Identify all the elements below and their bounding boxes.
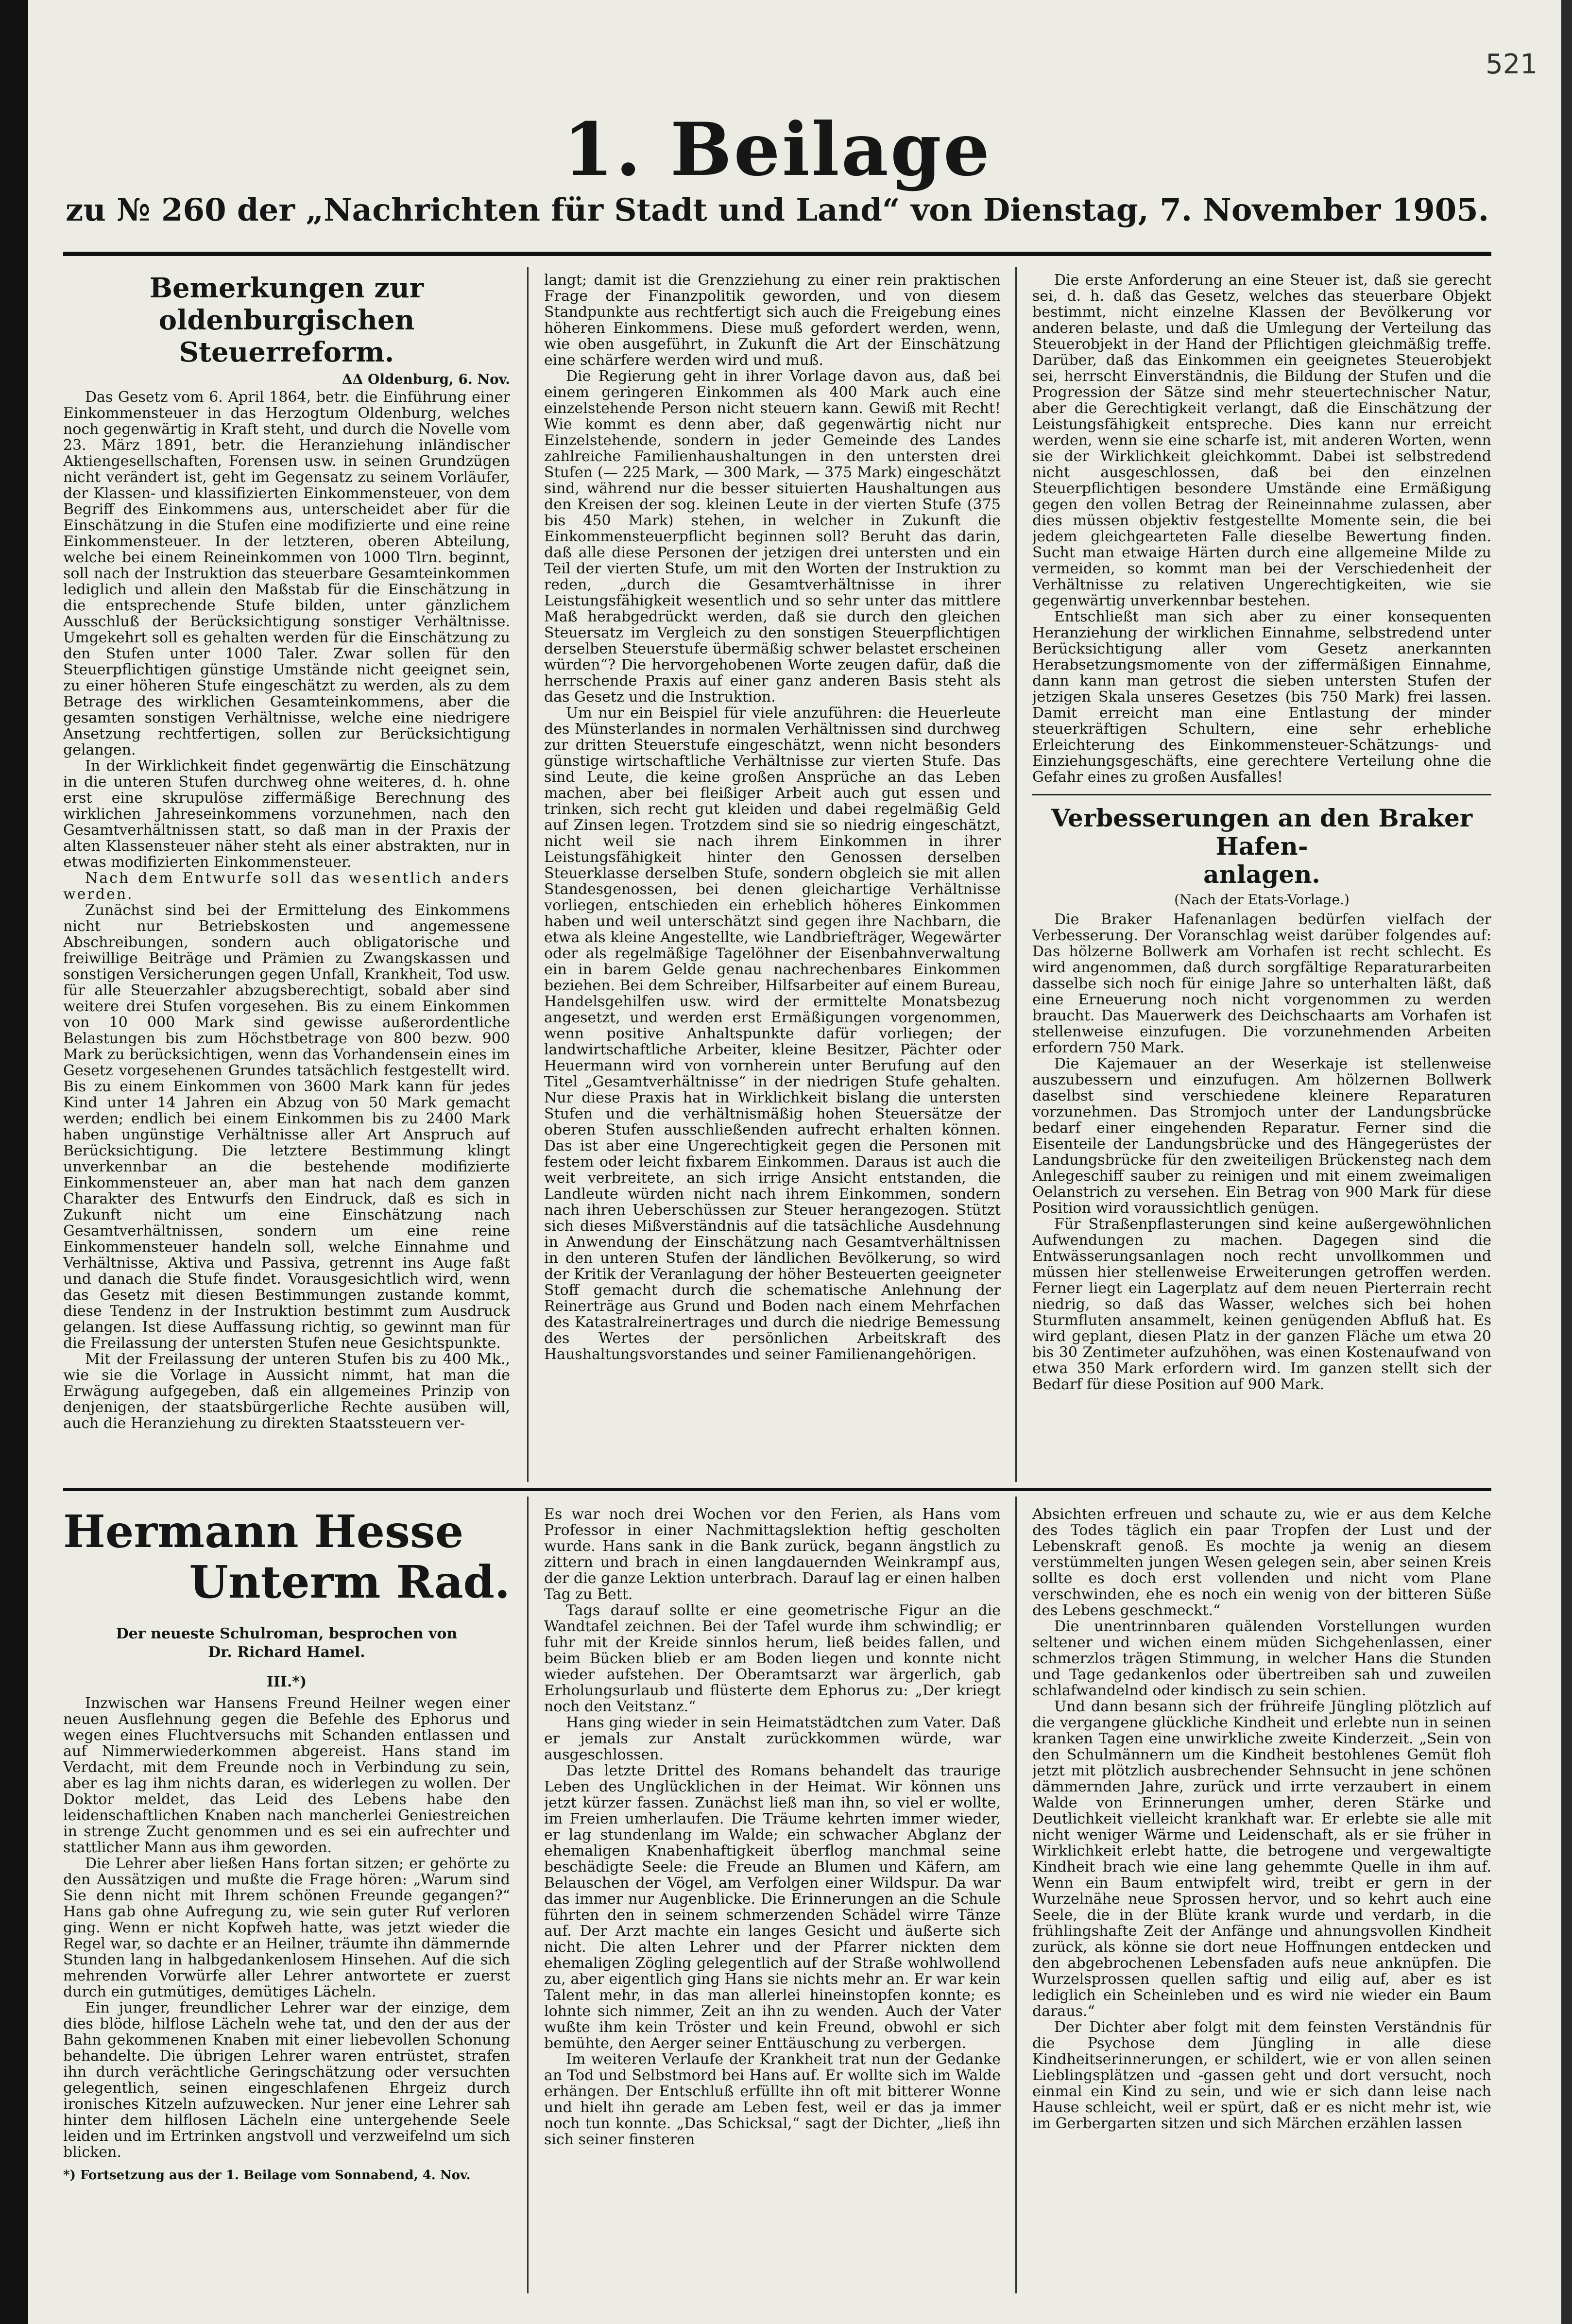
column-divider [527,1497,529,2293]
article3-footnote: *) Fortsetzung aus der 1. Beilage vom Sonnabend, 4. Nov. [63,2168,471,2183]
article3-paragraph: Es war noch drei Wochen vor den Ferien, als Hans vom Professor in einer Nachmittagslektion heftig gescholten wurde. Hans sank in die Bank zurück, begann ängstlich zu zittern und brach in einen langdauernden Weinkrampf aus, der die ganze Lektion unterbrach. Darauf lag er einen halben Tag zu Bett. [544,1506,1001,1603]
article1-paragraph: langt; damit ist die Grenzziehung zu einer rein praktischen Frage der Finanzpolitik geworden, und von diesem Standpunkte aus rechtfertigt sich auch die Freigebung eines höheren Einkommens. Diese muß gefordert werden, wenn, wie oben ausgeführt, in Zukunft die Art der Einschätzung eine schärfere werden wird und muß. [544,272,1001,369]
article2-paragraph: Die Braker Hafenanlagen bedürfen vielfach der Verbesserung. Der Voranschlag weist darüber folgendes auf: Das hölzerne Bollwerk am Vorhafen ist recht schlecht. Es wird angenommen, daß durch sorgfältige Reparaturarbeiten dasselbe sich noch für einige Jahre so unterhalten läßt, daß eine Erneuerung noch nicht vorgenommen zu werden braucht. Das Mauerwerk des Deichschaarts am Vorhafen ist stellenweise einzufugen. Die vorzunehmenden Arbeiten erfordern 750 Mark. [1032,911,1491,1056]
article1-paragraph: Zunächst sind bei der Ermittelung des Einkommens nicht nur Betriebskosten und angemessene Abschreibungen, sondern auch obligatorische und freiwillige Beiträge und Prämien zu Zwangskassen und sonstigen Versicherungen gegen Unfall, Krankheit, Tod usw. für alle Steuerzahler abzugsberechtigt, sobald aber sind weitere drei Stufen vorgesehen. Bis zu einem Einkommen von 10 000 Mark sind gewisse außerordentliche Belastungen bis zum Höchstbetrage von 800 bezw. 900 Mark zu berücksichtigen, wenn das Vorhandensein eines im Gesetz vorgesehenen Grundes tatsächlich festgestellt wird. Bis zu einem Einkommen von 3600 Mark kann für jedes Kind unter 14 Jahren ein Abzug von 50 Mark gemacht werden; endlich bei einem Einkommen bis zu 2400 Mark haben ungünstige Verhältnisse aller Art Anspruch auf Berücksichtigung. Die letztere Bestimmung klingt unverkennbar an die bestehende modifizierte Einkommensteuer an, aber man hat nach dem ganzen Charakter des Entwurfs den Eindruck, daß es sich in Zukunft nicht um eine Einschätzung nach Gesamtverhältnissen, sondern um eine reine Einkommensteuer handeln soll, welche Einnahme und Verhältnisse, Aktiva und Passiva, getrennt ins Auge faßt und danach die Stufe findet. Vorausgesichtlich wird, wenn das Gesetz mit diesen Bestimmungen zustande kommt, diese Tendenz in der Instruktion bestimmt zum Ausdruck gelangen. Ist diese Auffassung richtig, so gewinnt man für die Freilassung der untersten Stufen neue Gesichtspunkte. [63,902,510,1352]
article3-paragraph: Im weiteren Verlaufe der Krankheit trat nun der Gedanke an Tod und Selbstmord bei Hans auf. Er wollte sich im Walde erhängen. Der Entschluß erfüllte ihn oft mit bitterer Wonne und hielt ihn gerade am Leben fest, weil er das ja immer noch tun konnte. „Das Schicksal,“ sagt der Dichter, „ließ ihn sich seiner finsteren [544,2051,1001,2148]
article3-paragraph: Inzwischen war Hansens Freund Heilner wegen einer neuen Ausflehnung gegen die Befehle des Ephorus und wegen eines Fluchtversuchs mit Schanden entlassen und auf Nimmerwiederkommen abgereist. Hans stand im Verdacht, mit dem Freunde noch in Verbindung zu sein, aber es lag ihm nichts daran, es widerlegen zu wollen. Der Doktor meldet, das Leid des Lebens habe den leidenschaftlichen Knaben nach mancherlei Geniestreichen in strenge Zucht genommen und es sei ein aufrechter und stattlicher Mann aus ihm geworden. [63,1695,510,1856]
article1-paragraph: Die erste Anforderung an eine Steuer ist, daß sie gerecht sei, d. h. daß das Gesetz, welches das steuerbare Objekt bestimmt, nicht einzelne Klassen der Bevölkerung vor anderen belaste, und daß die Umlegung der Verteilung das Steuerobjekt in der Hand der Pflichtigen gleichmäßig treffe. Darüber, daß das Einkommen ein geeignetes Steuerobjekt sei, herrscht Einverständnis, die Bildung der Stufen und die Progression der Sätze sind mehr steuertechnischer Natur, aber die Gerechtigkeit verlangt, daß die Einschätzung der Leistungsfähigkeit entspreche. Dies kann nur erreicht werden, wenn sie eine scharfe ist, mit anderen Worten, wenn sie der Wirklichkeit gleichkommt. Dabei ist selbstredend nicht ausgeschlossen, daß bei den einzelnen Steuerpflichtigen besondere Umstände eine Ermäßigung gegen den vollen Betrag der Reineinnahme zulassen, aber dies müssen objektiv festgestellte Momente sein, die bei jedem gleichgearteten Falle dieselbe Bewertung finden. Sucht man etwaige Härten durch eine allgemeine Milde zu vermeiden, so kommt man bei der Verschiedenheit der Verhältnisse zu relativen Ungerechtigkeiten, wie sie gegenwärtig unverkennbar bestehen. [1032,272,1491,609]
article3-paragraph: Das letzte Drittel des Romans behandelt das traurige Leben des Unglücklichen in der Heimat. Wir können uns jetzt kürzer fassen. Zunächst ließ man ihn, so viel er wollte, im Freien umherlaufen. Die Träume kehrten immer wieder, er lag stundenlang im Walde; ein schwacher Abglanz der ehemaligen Knabenhaftigkeit überflog manchmal seine beschädigte Seele: die Freude an Blumen und Käfern, am Belauschen der Vögel, am Verfolgen einer Wildspur. Da war das immer nur Augenblicke. Die Erinnerungen an die Schule führten den in seinem schmerzenden Schädel wirre Tänze auf. Der Arzt machte ein langes Gesicht und äußerte sich nicht. Die alten Lehrer und der Pfarrer nickten dem ehemaligen Zögling gelegentlich auf der Straße wohlwollend zu, aber eigentlich ging Hans sie nichts mehr an. Er war kein Talent mehr, in das man allerlei hineinstopfen konnte; es lohnte sich nimmer, Zeit an ihn zu wenden. Auch der Vater wußte ihm kein Tröster und kein Freund, obwohl er sich bemühte, den Aerger seiner Enttäuschung zu verbergen. [544,1762,1001,2052]
article2-paragraph: Für Straßenpflasterungen sind keine außergewöhnlichen Aufwendungen zu machen. Dagegen sind die Entwässerungsanlagen noch recht unvollkommen und müssen hier stellenweise Erweiterungen getroffen werden. Ferner liegt ein Lagerplatz auf dem neuen Pierterrain recht niedrig, so daß das Wasser, welches sich bei hohen Sturmfluten ansammelt, keinen genügenden Abfluß hat. Es wird geplant, diesen Platz in der ganzen Fläche um etwa 20 bis 30 Zentimeter aufzuhöhen, was einen Kostenaufwand von etwa 350 Mark erfordern wird. Im ganzen stellt sich der Bedarf für diese Position auf 900 Mark. [1032,1216,1491,1393]
article1-dateline: ΔΔ Oldenburg, 6. Nov. [342,371,510,387]
article1-paragraph: Um nur ein Beispiel für viele anzuführen: die Heuerleute des Münsterlandes in normalen Verhältnissen sind durchweg zur dritten Steuerstufe eingeschätzt, wenn nicht besonders günstige wirtschaftliche Verhältnisse zur vierten Stufe. Das sind Leute, die keine großen Ansprüche an das Leben machen, aber bei fleißiger Arbeit auch gut essen und trinken, sich recht gut kleiden und dabei regelmäßig Geld auf Zinsen legen. Trotzdem sind sie so niedrig eingeschätzt, nicht weil sie nach ihrem Einkommen in ihrer Leistungsfähigkeit hinter den Genossen derselben Steuerklasse derselben Stufe, sondern obgleich sie mit allen Standesgenossen, bei denen gleichartige Verhältnisse vorliegen, entschieden ein erheblich höheres Einkommen haben und weil unterschätzt sind gegen ihre Nachbarn, die etwa als kleine Angestellte, wie Landbriefträger, Wegewärter oder als regelmäßige Tagelöhner der Eisenbahnverwaltung ein in barem Gelde genau nachrechenbares Einkommen beziehen. Bei dem Schreiber, Hilfsarbeiter auf einem Bureau, Handelsgehilfen usw. wird der ermittelte Monatsbezug angesetzt, und werden erst Ermäßigungen vorgenommen, wenn positive Anhaltspunkte dafür vorliegen; der landwirtschaftliche Arbeiter, kleine Besitzer, Pächter oder Heuermann wird von vornherein unter Berufung auf den Titel „Gesamtverhältnisse“ in der niedrigen Stufe gehalten. Nur diese Praxis hat in Wirklichkeit bislang die untersten Stufen und die verhältnismäßig hohen Steuersätze der oberen Stufen ausschließenden aufrecht erhalten können. Das ist aber eine Ungerechtigkeit gegen die Personen mit festem oder leicht fixbarem Einkommen. Daraus ist auch die weit verbreitete, an sich irrige Ansicht entstanden, die Landleute würden nicht nach ihrem Einkommen, sondern nach ihren Ueberschüssen zur Steuer herangezogen. Stützt sich dieses Mißverständnis auf die tatsächliche Ausdehnung in Anwendung der Einschätzung nach Gesamtverhältnissen in den unteren Stufen der ländlichen Bevölkerung, so wird der Kritik der Veranlagung der höher Besteuerten geeigneter Stoff gemacht durch die schematische Anlehnung der Reinerträge aus Grund und Boden nach einem Mehrfachen des Katastralreinertrages und durch die niedrige Bemessung des Wertes der persönlichen Arbeitskraft des Haushaltungsvorstandes und seiner Familienangehörigen. [544,705,1001,1363]
section-rule [63,1488,1491,1491]
article2-title-line1: Verbesserungen an den Braker Hafen- [1051,804,1473,861]
article1-title [63,272,510,368]
scan-edge-right [1561,0,1572,2324]
article3-section-number: III.*) [266,1673,307,1690]
header-rule [63,252,1491,256]
article3-paragraph: Und dann besann sich der frühreife Jüngling plötzlich auf die vergangene glückliche Kindheit und erlebte nun in seinen kranken Tagen eine unwirkliche zweite Kinderzeit. „Sein von den Schulmännern um die Kindheit bestohlenes Gemüt floh jetzt mit plötzlich ausbrechender Sehnsucht in jene schönen dämmernden Jahre, zurück und irrte verzaubert in einem Walde von Erinnerungen umher, deren Stärke und Deutlichkeit vielleicht krankhaft war. Er erlebte sie alle mit nicht weniger Wärme und Leidenschaft, als er sie früher in Wirklichkeit erlebt hatte, die betrogene und vergewaltigte Kindheit brach wie eine lang gehemmte Quelle in ihm auf. Wenn ein Baum entwipfelt wird, treibt er gern in der Wurzelnähe neue Sprossen hervor, und so kehrt auch eine Seele, die in der Blüte krank wurde und verdarb, in die frühlingshafte Zeit der Anfänge und ahnungsvollen Kindheit zurück, als könne sie dort neue Hoffnungen entdecken und den abgebrochenen Lebensfaden aufs neue anknüpfen. Die Wurzelsprossen quellen saftig und eilig auf, aber es ist lediglich ein Scheinleben und es wird nie wieder ein Baum daraus.“ [1032,1698,1491,2020]
article3-paragraph: Tags darauf sollte er eine geometrische Figur an die Wandtafel zeichnen. Bei der Tafel wurde ihm schwindlig; er fuhr mit der Kreide sinnlos herum, ließ beides fallen, und beim Bücken blieb er am Boden liegen und konnte nicht wieder aufstehen. Der Oberamtsarzt war ärgerlich, gab Erholungsurlaub und flüsterte dem Ephorus zu: „Der kriegt noch den Veitstanz.“ [544,1602,1001,1715]
article1-paragraph: Nach dem Entwurfe soll das wesentlich anders werden. [63,870,510,903]
article1-paragraph: In der Wirklichkeit findet gegenwärtig die Einschätzung in die unteren Stufen durchweg ohne weiteres, d. h. ohne erst eine skrupulöse ziffermäßige Berechnung des wirklichen Jahreseinkommens vorzunehmen, nach den Gesamtverhältnissen statt, so daß man in der Praxis der alten Klassensteuer näher steht als einer abstrakten, nur in etwas modifizierten Einkommensteuer. [63,757,510,871]
article2-title [1032,804,1491,889]
article1-column-1 [63,272,510,1477]
article3-paragraph: Der Dichter aber folgt mit dem feinsten Verständnis für die Psychose dem Jüngling in alle diese Kindheitserinnerungen, er schildert, wie er von allen seinen Lieblingsplätzen und -gassen geht und dort versucht, noch einmal ein Kind zu sein, und wie er sich dann leise nach Hause schleicht, weil er spürt, daß er es nicht mehr ist, wie im Gerbergarten sitzen und sich Märchen erzählen lassen [1032,2019,1491,2132]
article3-paragraph: Absichten erfreuen und schaute zu, wie er aus dem Kelche des Todes täglich ein paar Tropfen der Lust und der Lebenskraft genoß. Es mochte ja wenig an diesem verstümmelten jungen Wesen gelegen sein, aber seinen Kreis sollte es doch erst vollenden und nicht vom Plane verschwinden, ehe es noch ein wenig von der bitteren Süße des Lebens geschmeckt.“ [1032,1506,1491,1619]
article1-paragraph: Entschließt man sich aber zu einer konsequenten Heranziehung der wirklichen Einnahme, selbstredend unter Berücksichtigung aller vom Gesetz anerkannten Herabsetzungsmomente von der ziffermäßigen Einnahme, dann kann man getrost die sieben untersten Stufen der jetzigen Skala unseres Gesetzes (bis 750 Mark) frei lassen. Damit erreicht man eine Entlastung der minder steuerkräftigen Schultern, eine sehr erhebliche Erleichterung des Einkommensteuer-Schätzungs- und Einziehungsgeschäfts, eine gerechtere Verteilung ohne die Gefahr eines zu großen Ausfalles! [1032,608,1491,786]
column-divider [527,267,529,1482]
article-divider [1032,794,1491,795]
article3-column-2 [544,1506,1001,2303]
article3-column-3 [1032,1506,1491,2303]
article1-paragraph: Die Regierung geht in ihrer Vorlage davon aus, daß bei einem geringeren Einkommen als 400 Mark auch eine einzelstehende Person nicht steuern kann. Gewiß mit Recht! Wie kommt es denn aber, daß gegenwärtig nicht nur Einzelstehende, sondern in jeder Gemeinde des Landes zahlreiche Familienhaushaltungen in den untersten drei Stufen (— 225 Mark, — 300 Mark, — 375 Mark) eingeschätzt sind, während nur die besser situierten Haushaltungen aus den Kreisen der sog. kleinen Leute in der vierten Stufe (375 bis 450 Mark) stehen, in welcher in Zukunft die Einkommensteuerpflicht beginnen soll? Beruht das darin, daß alle diese Personen der jetzigen drei untersten und ein Teil der vierten Stufe, um mit den Worten der Instruktion zu reden, „durch die Gesamtverhältnisse in ihrer Leistungsfähigkeit wesentlich und so sehr unter das mittlere Maß herabgedrückt werden, daß sie durch den gleichen Steuersatz im Vergleich zu den sonstigen Steuerpflichtigen derselben Steuerstufe übermäßig schwer belastet erscheinen würden“? Die hervorgehobenen Worte zeugen dafür, daß die herrschende Praxis auf einer ganz anderen Basis steht als das Gesetz und die Instruktion. [544,368,1001,706]
article1-column-2 [544,272,1001,1477]
issue-subtitle: zu № 260 der „Nachrichten für Stadt und Land“ von Dienstag, 7. November 1905. [66,192,1489,228]
article1-title-line1: Bemerkungen zur oldenburgischen [149,272,424,336]
article3-title-line1: Hermann Hesse [63,1506,464,1558]
article3-reviewer-line1: Der neueste Schulroman, besprochen von [116,1625,458,1642]
column-divider [1015,267,1017,1482]
supplement-title: 1. Beilage [563,107,992,192]
right-column-upper [1032,272,1491,1477]
article3-paragraph: Die Lehrer aber ließen Hans fortan sitzen; er gehörte zu den Aussätzigen und mußte die Frage hören: „Warum sind Sie denn nicht mit Ihrem schönen Freunde gegangen?“ Hans gab ohne Aufregung zu, wie sein guter Ruf verloren ging. Wenn er nicht Kopfweh hatte, was jetzt wieder die Regel war, so dachte er an Heilner, träumte ihn dämmernde Stunden lang in halbgedankenlosem Hinsehen. Auf die sich mehrenden Vorwürfe aller Lehrer antwortete er zuerst durch ein gutmütiges, demütiges Lächeln. [63,1855,510,2000]
article3-reviewer [63,1625,510,1662]
page-number: 521 [1486,49,1538,80]
article1-paragraph: Mit der Freilassung der unteren Stufen bis zu 400 Mk., wie sie die Vorlage in Aussicht nimmt, hat man die Erwägung aufgegeben, daß ein allgemeines Prinzip von denjenigen, der staatsbürgerliche Rechte ausüben will, auch die Heranziehung zu direkten Staatssteuern ver- [63,1351,510,1432]
article3-paragraph: Die unentrinnbaren quälenden Vorstellungen wurden seltener und wichen einem müden Sichgehenlassen, einer schmerzlos trägen Stimmung, in welcher Hans die Stunden und Tage gedankenlos oder übertreiben sah und zuweilen schlafwandelnd oder kindisch zu sein schien. [1032,1618,1491,1699]
article3-reviewer-line2: Dr. Richard Hamel. [208,1644,365,1661]
column-divider [1015,1497,1017,2293]
article3-column-1 [63,1506,510,2303]
scan-edge-left [0,0,28,2324]
article2-source-note: (Nach der Etats-Vorlage.) [1174,892,1350,908]
article3-title-line2: Unterm Rad. [189,1556,510,1608]
article2-title-line2: anlagen. [1203,860,1320,889]
article2-paragraph: Die Kajemauer an der Weserkaje ist stellenweise auszubessern und einzufugen. Am hölzernen Bollwerk daselbst sind verschiedene kleinere Reparaturen vorzunehmen. Das Stromjoch unter der Landungsbrücke bedarf einer eingehenden Reparatur. Ferner sind die Eisenteile der Landungsbrücke und des Hängegerüstes der Landungsbrücke für den zweiteiligen Brückensteg nach dem Anlegeschiff sauber zu reinigen und mit einem zweimaligen Oelanstrich zu versehen. Ein Betrag von 900 Mark für diese Position wird voraussichtlich genügen. [1032,1055,1491,1217]
article1-paragraph: Das Gesetz vom 6. April 1864, betr. die Einführung einer Einkommensteuer in das Herzogtum Oldenburg, welches noch gegenwärtig in Kraft steht, und durch die Novelle vom 23. März 1891, betr. die Heranziehung inländischer Aktiengesellschaften, Forensen usw. in seinen Grundzügen nicht verändert ist, geht im Gegensatz zu seinem Vorläufer, der Klassen- und klassifizierten Einkommensteuer, von dem Begriff des Einkommens aus, unterscheidet aber für die Einschätzung in die Stufen eine modifizierte und eine reine Einkommensteuer. In der letzteren, oberen Abteilung, welche bei einem Reineinkommen von 1000 Tlrn. beginnt, soll nach der Instruktion das steuerbare Gesamteinkommen lediglich und allein den Maßstab für die Einschätzung in die entsprechende Stufe bilden, unter gänzlichem Ausschluß der Berücksichtigung sonstiger Verhältnisse. Umgekehrt soll es gehalten werden für die Einschätzung zu den Stufen unter 1000 Taler. Zwar sollen für den Steuerpflichtigen günstige Umstände nicht geeignet sein, zu einer höheren Stufe eingeschätzt zu werden, als zu dem Betrage des wirklichen Gesamteinkommens, aber die gesamten sonstigen Verhältnisse, welche eine niedrigere Ansetzung rechtfertigen, sollen zur Berücksichtigung gelangen. [63,389,510,758]
newspaper-page [63,19,1538,2313]
article3-paragraph: Hans ging wieder in sein Heimatstädtchen zum Vater. Daß er jemals zur Anstalt zurückkommen würde, war ausgeschlossen. [544,1714,1001,1763]
article1-title-line2: Steuerreform. [179,336,394,368]
article3-paragraph: Ein junger, freundlicher Lehrer war der einzige, dem dies blöde, hilflose Lächeln wehe tat, und den der aus der Bahn gekommenen Knaben mit einer liebevollen Schonung behandelte. Die übrigen Lehrer waren entrüstet, strafen ihn durch verächtliche Geringschätzung oder versuchten gelegentlich, seinen eingeschlafenen Ehrgeiz durch ironisches Kitzeln aufzuwecken. Nur jener eine Lehrer sah hinter dem hilflosen Lächeln eine untergehende Seele leiden und im Ertrinken angstvoll und verzweifelnd um sich blicken. [63,1999,510,2161]
